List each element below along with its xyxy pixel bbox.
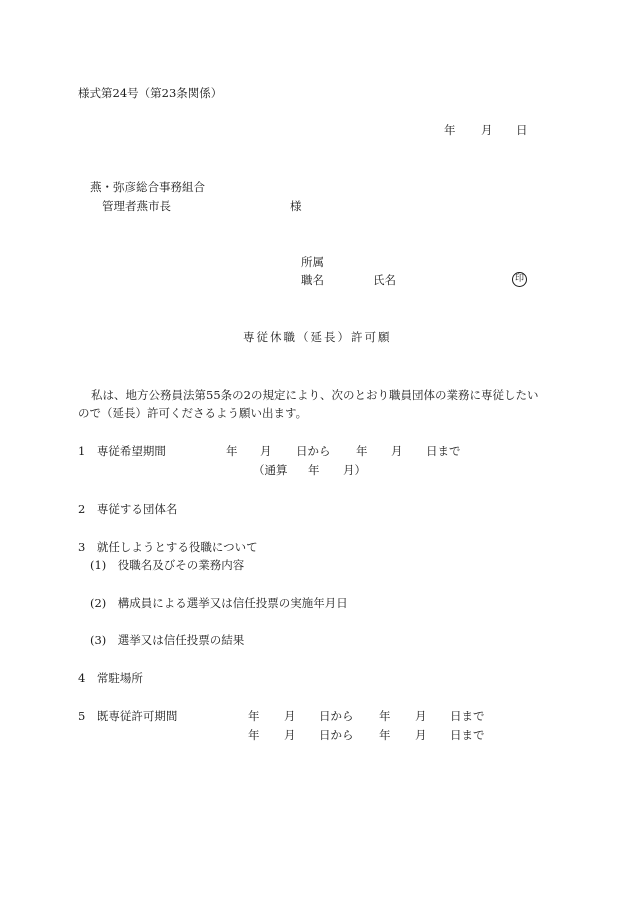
form-number: 様式第24号（第23条関係） — [78, 86, 223, 100]
item-1-total-open: （通算 — [253, 463, 288, 477]
addressee-organization: 燕・弥彦総合事務組合 — [90, 180, 205, 194]
item-5-row-1-year-a: 年 — [248, 709, 260, 723]
seal-mark: 印 — [512, 272, 527, 287]
item-5-row-1-year-b: 年 — [379, 709, 391, 723]
item-5-label: 5 既専従許可期間 — [78, 709, 178, 723]
item-1-label: 1 専従希望期間 — [78, 444, 166, 458]
item-5-row-1-from: 日から — [319, 709, 354, 723]
position-label: 職名 — [301, 273, 324, 287]
item-5-row-2-until: 日まで — [450, 728, 485, 742]
item-5-row-1-until: 日まで — [450, 709, 485, 723]
item-5-row-2-from: 日から — [319, 728, 354, 742]
item-1-from: 日から — [296, 444, 331, 458]
name-label: 氏名 — [373, 273, 396, 287]
body-line-2: ので（延長）許可くださるよう願い出ます。 — [78, 406, 308, 420]
item-4-label: 4 常駐場所 — [78, 671, 143, 685]
item-3-sub-1: (1) 役職名及びその業務内容 — [90, 558, 245, 572]
item-1-total-year: 年 — [308, 463, 320, 477]
item-5-row-2-month-b: 月 — [415, 728, 427, 742]
item-5-row-1-month-b: 月 — [415, 709, 427, 723]
item-1-year-a: 年 — [226, 444, 238, 458]
item-1-month-a: 月 — [260, 444, 272, 458]
item-5-row-1-month-a: 月 — [284, 709, 296, 723]
body-line-1: 私は、地方公務員法第55条の2の規定により、次のとおり職員団体の業務に専従したい — [91, 388, 539, 402]
affiliation-label: 所属 — [301, 255, 324, 269]
item-1-month-b: 月 — [391, 444, 403, 458]
item-5-row-2-year-b: 年 — [379, 728, 391, 742]
item-5-row-2-month-a: 月 — [284, 728, 296, 742]
addressee-manager: 管理者燕市長 — [102, 199, 171, 213]
item-1-until: 日まで — [426, 444, 461, 458]
item-3-sub-2: (2) 構成員による選挙又は信任投票の実施年月日 — [90, 596, 348, 610]
item-1-year-b: 年 — [356, 444, 368, 458]
item-5-row-2-year-a: 年 — [248, 728, 260, 742]
date-year: 年 — [444, 123, 456, 137]
date-day: 日 — [516, 123, 528, 137]
item-3-sub-3: (3) 選挙又は信任投票の結果 — [90, 633, 245, 647]
addressee-honorific: 様 — [290, 199, 302, 213]
item-1-total-month: 月） — [343, 463, 366, 477]
item-2-label: 2 専従する団体名 — [78, 502, 178, 516]
item-3-label: 3 就任しようとする役職について — [78, 540, 258, 554]
date-month: 月 — [481, 123, 493, 137]
document-title: 専従休職（延長）許可願 — [243, 330, 392, 344]
